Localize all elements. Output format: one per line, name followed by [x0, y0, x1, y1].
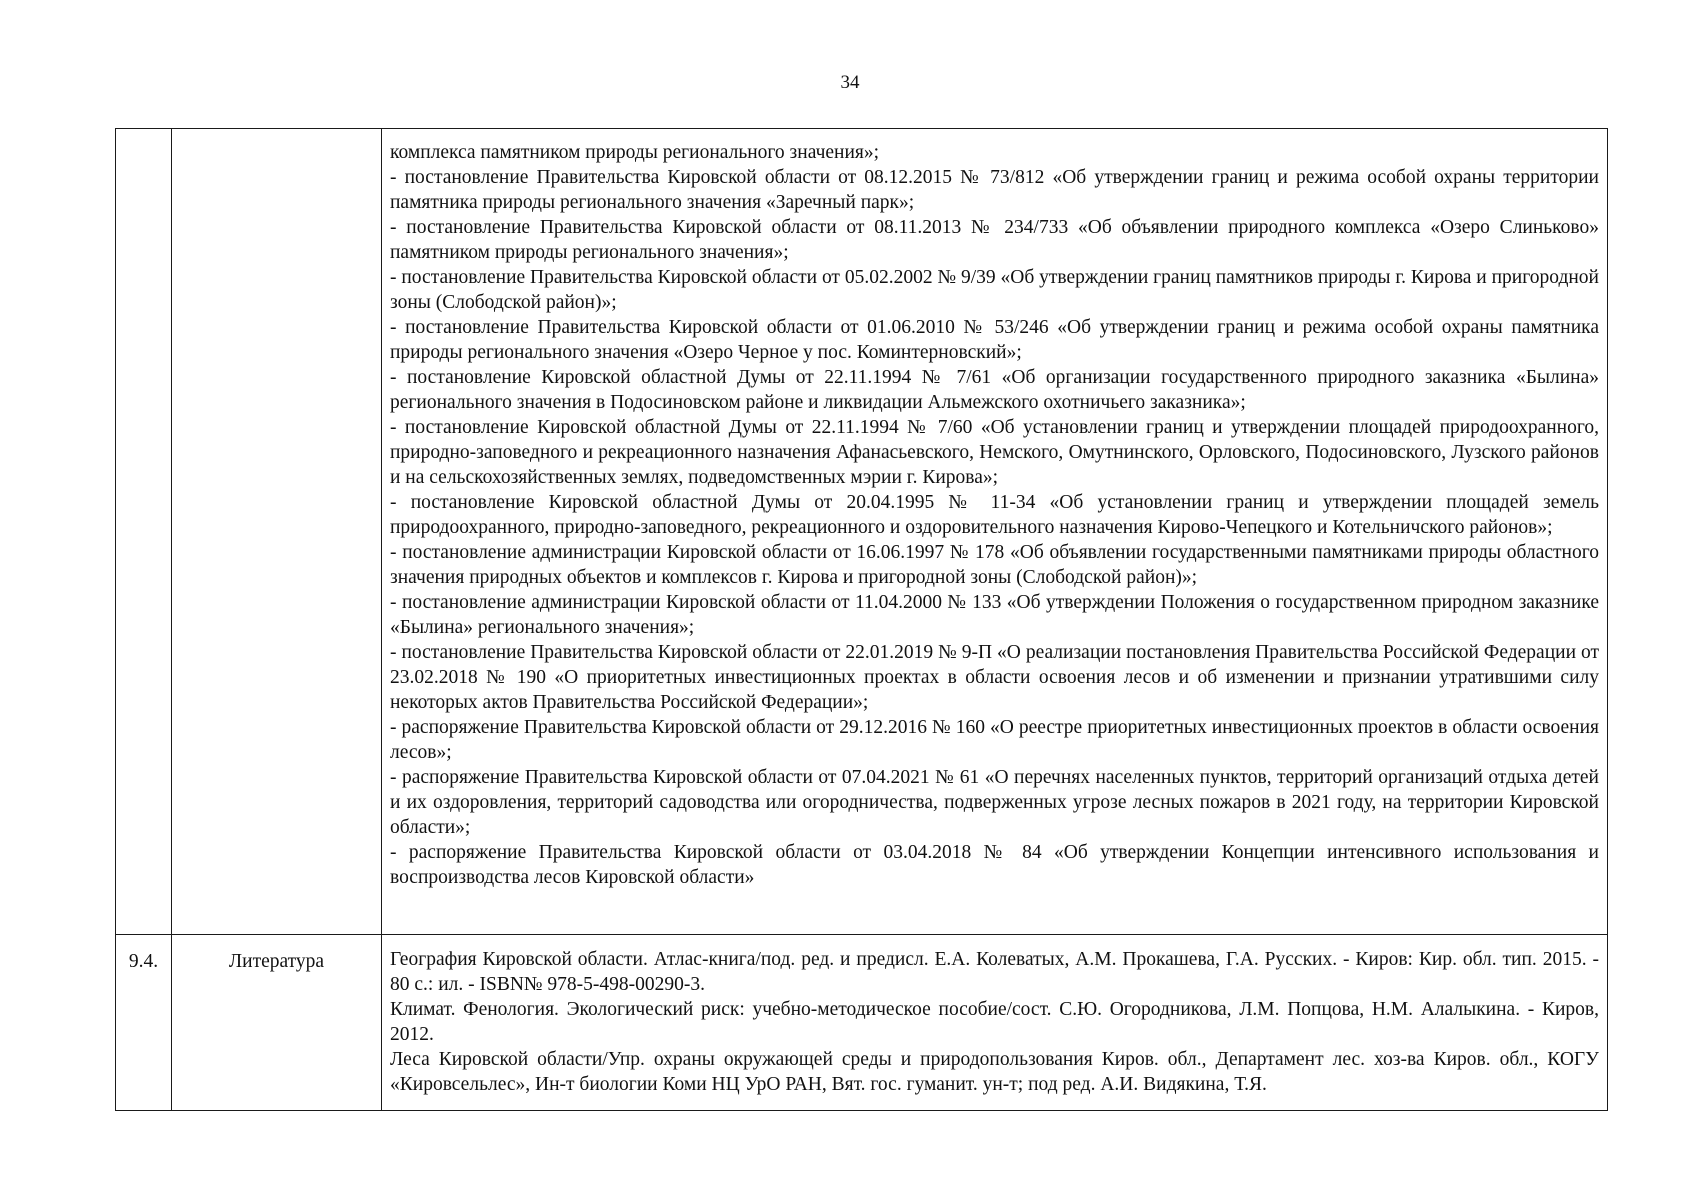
document-paragraph: Леса Кировской области/Упр. охраны окружающей среды и природопользования Киров. обл., Департамент лес. хоз-ва Киров. обл., КОГУ «Кировсельлес», Ин-т биологии Коми НЦ УрО РАН, Вят. гос. гуманит. ун-т; под ред. А.И. Видякина, Т.Я. — [390, 1049, 1599, 1095]
table-row — [116, 935, 1608, 1111]
document-paragraph: - постановление администрации Кировской области от 11.04.2000 № 133 «Об утверждении Положения о государственном природном заказнике «Былина» регионального значения»; — [390, 592, 1599, 638]
row-title-cell — [172, 129, 382, 935]
document-table — [115, 128, 1608, 1111]
row-content-cell — [382, 129, 1608, 935]
document-paragraph: - постановление Правительства Кировской области от 22.01.2019 № 9-П «О реализации постановления Правительства Российской Федерации от 23.02.2018 № 190 «О приоритетных инвестиционных проектах в области освоения лесов и об изменении и признании утратившими силу некоторых актов Правительства Российской Федерации»; — [390, 642, 1599, 713]
document-paragraph: - постановление Кировской областной Думы от 20.04.1995 № 11-34 «Об установлении границ и утверждении площадей земель природоохранного, природно-заповедного, рекреационного и оздоровительного назначения Кирово-Чепецкого и Котельничского районов»; — [390, 492, 1599, 538]
document-paragraph: - распоряжение Правительства Кировской области от 03.04.2018 № 84 «Об утверждении Концепции интенсивного использования и воспроизводства лесов Кировской области» — [390, 842, 1599, 888]
table-row — [116, 129, 1608, 935]
document-paragraph: - постановление Правительства Кировской области от 01.06.2010 № 53/246 «Об утверждении границ и режима особой охраны памятника природы регионального значения «Озеро Черное у пос. Коминтерновский»; — [390, 317, 1599, 363]
document-paragraph: - постановление Кировской областной Думы от 22.11.1994 № 7/61 «Об организации государственного природного заказника «Былина» регионального значения в Подосиновском районе и ликвидации Альмежского охотничьего заказника»; — [390, 367, 1599, 413]
row-content-cell — [382, 935, 1608, 1111]
page-number: 34 — [840, 72, 860, 93]
row-number-cell: 9.4. — [116, 935, 172, 1111]
document-paragraph: География Кировской области. Атлас-книга/под. ред. и предисл. Е.А. Колеватых, А.М. Прокашева, Г.А. Русских. - Киров: Кир. обл. тип. 2015. - 80 с.: ил. - ISBN№ 978-5-498-00290-3. — [390, 949, 1599, 995]
document-paragraph: - распоряжение Правительства Кировской области от 29.12.2016 № 160 «О реестре приоритетных инвестиционных проектов в области освоения лесов»; — [390, 717, 1599, 763]
document-paragraph: Климат. Фенология. Экологический риск: учебно-методическое пособие/сост. С.Ю. Огородникова, Л.М. Попцова, Н.М. Алалыкина. - Киров, 2012. — [390, 999, 1599, 1045]
document-paragraph: - распоряжение Правительства Кировской области от 07.04.2021 № 61 «О перечнях населенных пунктов, территорий организаций отдыха детей и их оздоровления, территорий садоводства или огородничества, подверженных угрозе лесных пожаров в 2021 году, на территории Кировской области»; — [390, 767, 1599, 838]
document-paragraph: - постановление Правительства Кировской области от 08.12.2015 № 73/812 «Об утверждении границ и режима особой охраны территории памятника природы регионального значения «Заречный парк»; — [390, 167, 1599, 213]
document-paragraph: - постановление Правительства Кировской области от 08.11.2013 № 234/733 «Об объявлении природного комплекса «Озеро Слиньково» памятником природы регионального значения»; — [390, 217, 1599, 263]
row-title-cell: Литература — [172, 935, 382, 1111]
document-paragraph: комплекса памятником природы регионального значения»; — [390, 142, 880, 163]
row-number-cell — [116, 129, 172, 935]
document-paragraph: - постановление администрации Кировской области от 16.06.1997 № 178 «Об объявлении государственными памятниками природы областного значения природных объектов и комплексов г. Кирова и пригородной зоны (Слободской район)»; — [390, 542, 1599, 588]
document-paragraph: - постановление Кировской областной Думы от 22.11.1994 № 7/60 «Об установлении границ и утверждении площадей природоохранного, природно-заповедного и рекреационного назначения Афанасьевского, Немского, Омутнинского, Орловского, Подосиновского, Лузского районов и на сельскохозяйственных землях, подведомственных мэрии г. Кирова»; — [390, 417, 1599, 488]
document-paragraph: - постановление Правительства Кировской области от 05.02.2002 № 9/39 «Об утверждении границ памятников природы г. Кирова и пригородной зоны (Слободской район)»; — [390, 267, 1599, 313]
